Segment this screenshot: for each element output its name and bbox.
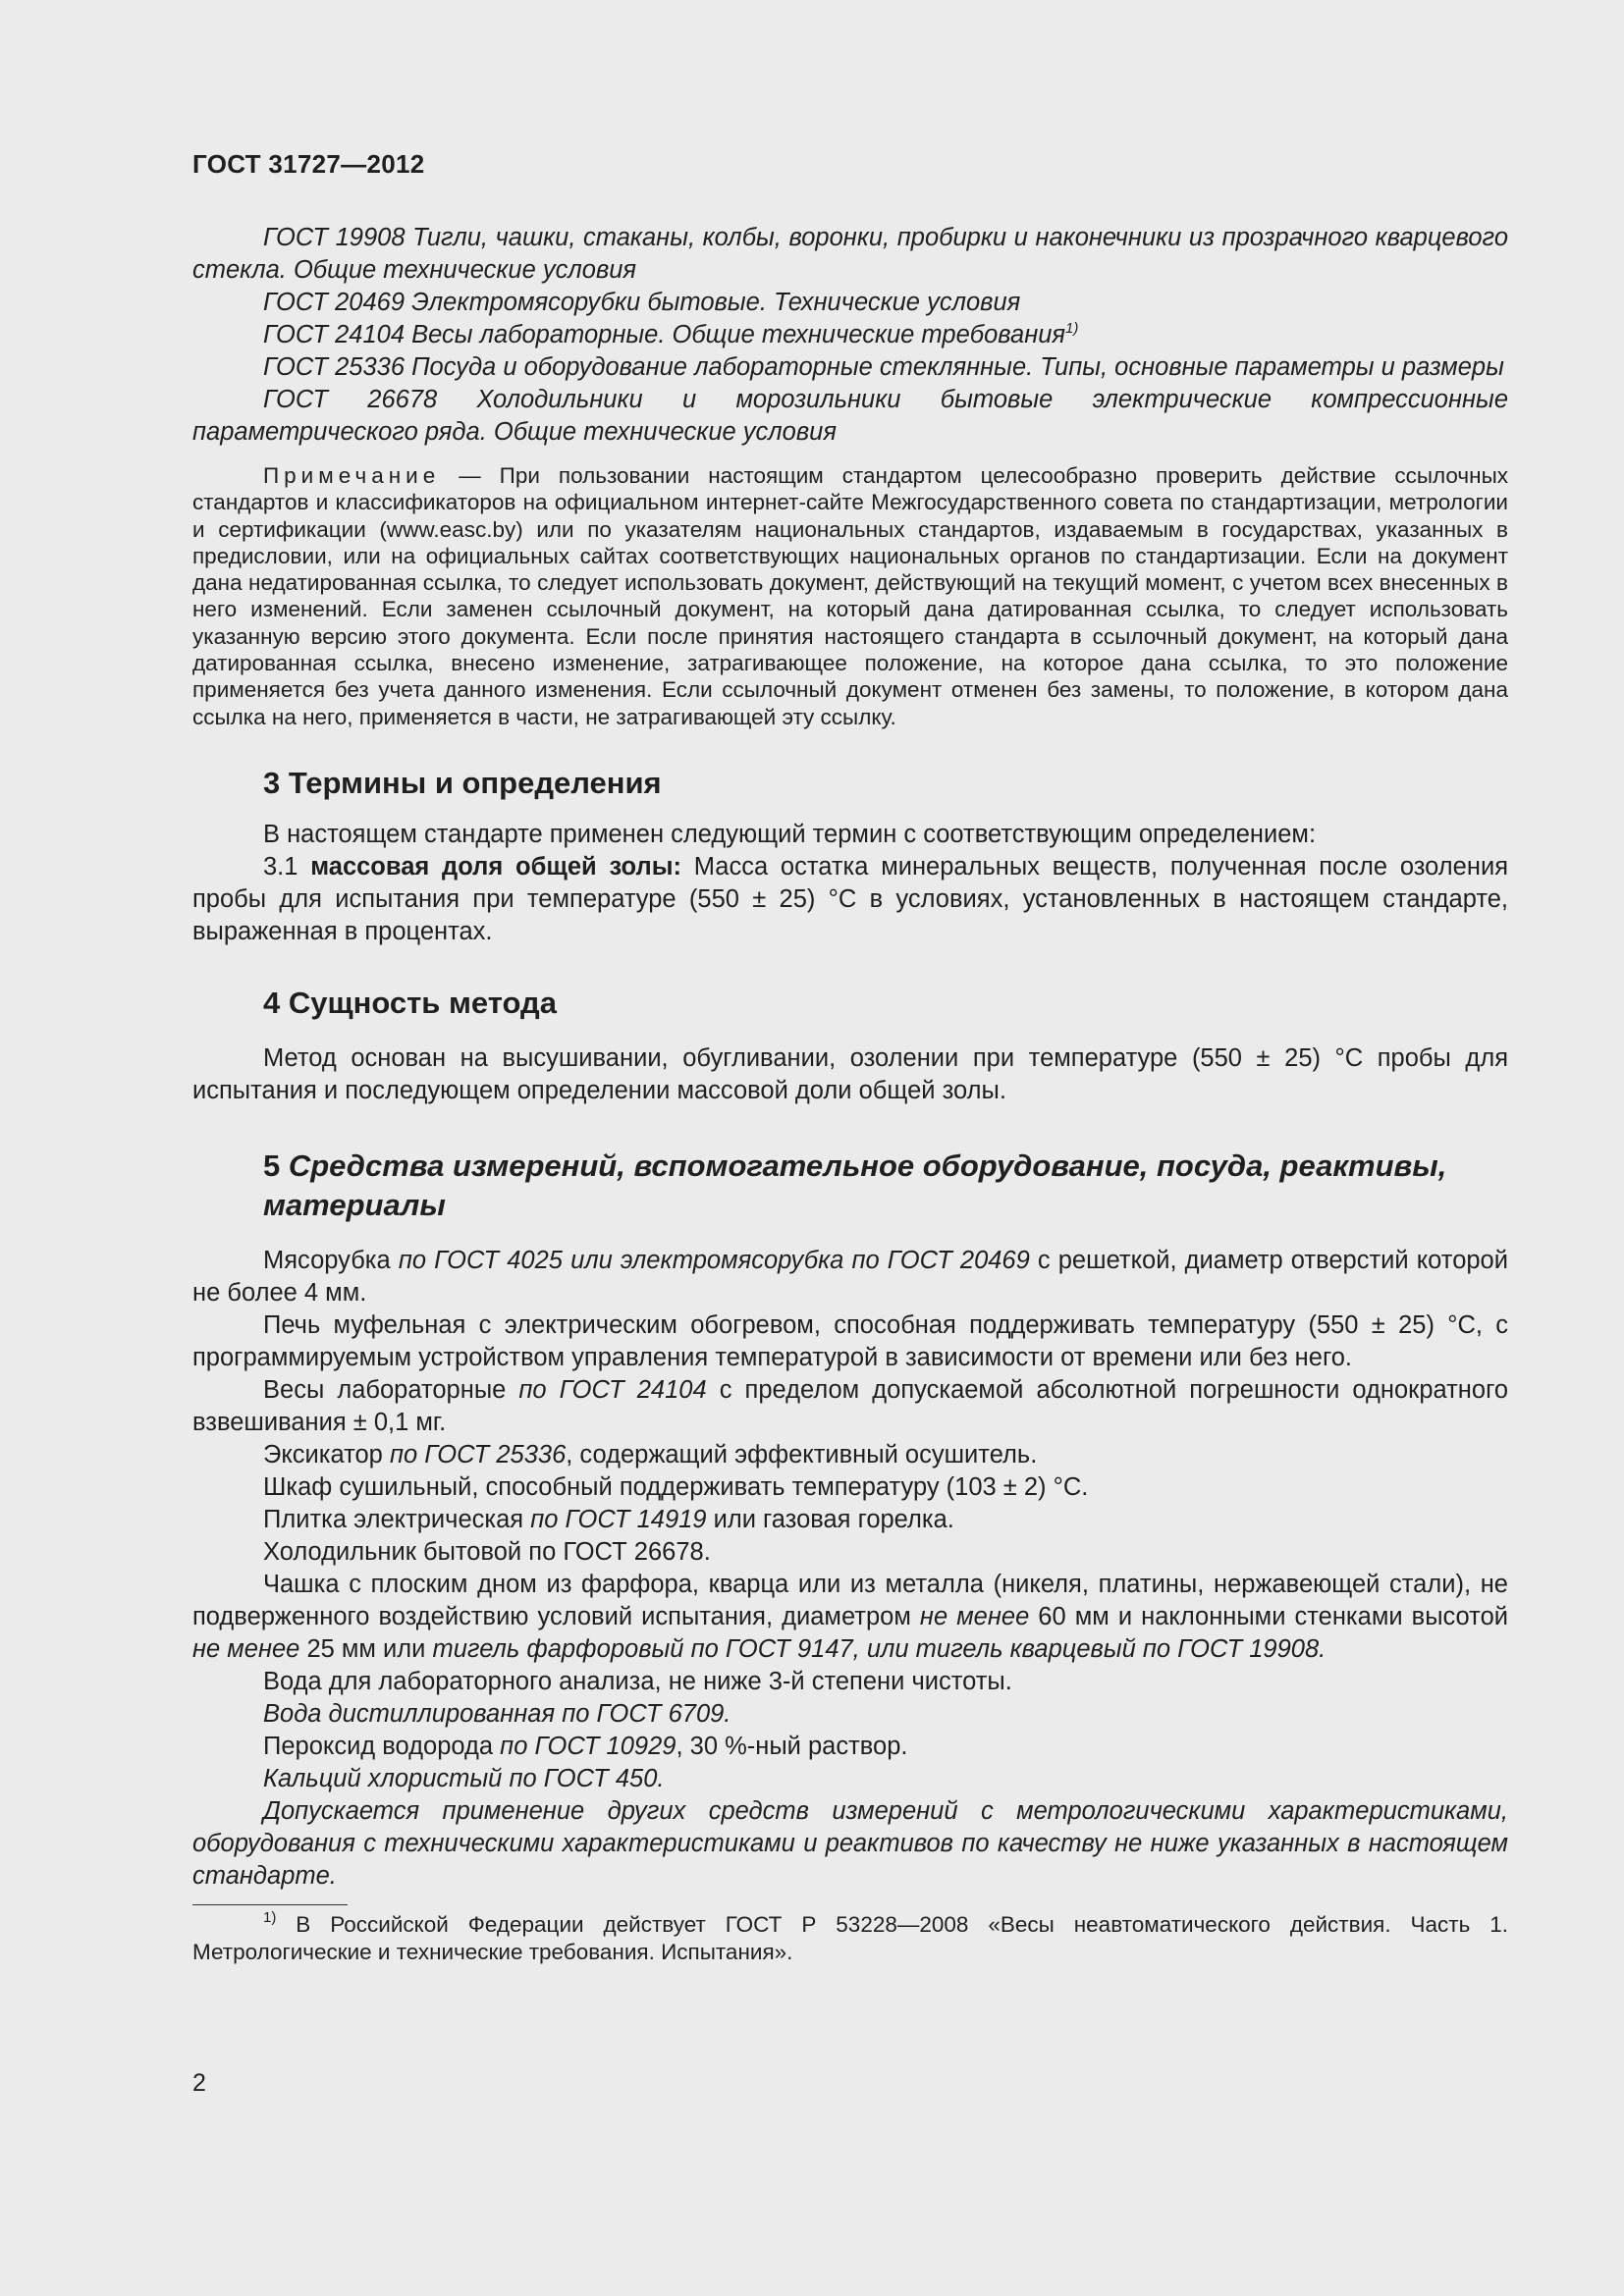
page-number: 2 [192, 2069, 206, 2097]
reference-item: ГОСТ 24104 Весы лабораторные. Общие технические требования$^{1)}$ [263, 320, 1079, 348]
note-text: — При пользовании настоящим стандартом целесообразно проверить действие ссылочных стандартов и классификаторов на официальном интернет-сайте Межгосударственного совета по стандартизации, метрологии и сертификации (www.easc.by) или по указателям национальных стандартов, издаваемым в государствах, указанных в предисловии, или на официальных сайтах соответствующих национальных органов по стандартизации. Если на документ дана недатированная ссылка, то следует использовать документ, действующий на текущий момент, с учетом всех внесенных в него изменений. Если заменен ссылочный документ, на который дана датированная ссылка, то следует использовать указанную версию этого документа. Если после принятия настоящего стандарта в ссылочный документ, на который дана датированная ссылка, внесено изменение, затрагивающее положение, на которое дана ссылка, то это положение применяется без учета данного изменения. Если ссылочный документ отменен без замены, то положение, в котором дана ссылка на него, применяется в части, не затрагивающей эту ссылку. [192, 463, 1508, 729]
term-name: массовая доля общей золы: [310, 852, 681, 881]
reference-item: ГОСТ 25336 Посуда и оборудование лабораторные стеклянные. Типы, основные параметры и размеры [263, 353, 1504, 381]
equipment-item: Весы лабораторные по ГОСТ 24104 с пределом допускаемой абсолютной погрешности однократного взвешивания ± 0,1 мг. [192, 1375, 1508, 1436]
note-paragraph [192, 462, 1508, 730]
footnote: $^{1)}$ В Российской Федерации действует ГОСТ Р 53228—2008 «Весы неавтоматического действия. Часть 1. Метрологические и технические требования. Испытания». [192, 1908, 1508, 1964]
equipment-item: Допускается применение других средств измерений с метрологическими характеристиками, оборудования с техническими характеристиками и реактивов по качеству не ниже указанных в настоящем стандарте. [192, 1796, 1508, 1890]
equipment-item: Пероксид водорода по ГОСТ 10929, 30 %-ный раствор. [263, 1732, 908, 1760]
section-4-title: 4 Сущность метода [263, 985, 557, 1020]
equipment-item: Плитка электрическая по ГОСТ 14919 или газовая горелка. [263, 1505, 954, 1533]
equipment-item: Эксикатор по ГОСТ 25336, содержащий эффективный осушитель. [263, 1440, 1038, 1468]
footnote-divider [192, 1904, 348, 1905]
section-5-title: 5 Средства измерений, вспомогательное оборудование, посуда, реактивы, материалы [263, 1148, 1447, 1222]
equipment-item: Мясорубка по ГОСТ 4025 или электромясорубка по ГОСТ 20469 с решеткой, диаметр отверстий которой не более 4 мм. [192, 1246, 1508, 1307]
section-3-title: 3 Термины и определения [263, 765, 662, 800]
equipment-item: Чашка с плоским дном из фарфора, кварца или из металла (никеля, платины, нержавеющей стали), не подверженного воздействию условий испытания, диаметром не менее 60 мм и наклонными стенками высотой не менее 25 мм или тигель фарфоровый по ГОСТ 9147, или тигель кварцевый по ГОСТ 19908. [192, 1570, 1508, 1663]
reference-item: ГОСТ 26678 Холодильники и морозильники бытовые электрические компрессионные параметрического ряда. Общие технические условия [192, 386, 1508, 446]
footnote-mark: 1) [263, 1908, 277, 1926]
equipment-item: Шкаф сушильный, способный поддерживать температуру (103 ± 2) °С. [263, 1472, 1089, 1501]
equipment-item: Печь муфельная с электрическим обогревом, способная поддерживать температуру (550 ± 25) °С, с программируемым устройством управления температурой в зависимости от времени или без него. [192, 1310, 1508, 1371]
note-label: Примечание [263, 463, 441, 488]
term-definition: 3.1 массовая доля общей золы: Масса остатка минеральных веществ, полученная после озоления пробы для испытания при температуре (550 ± 25) °С в условиях, установленных в настоящем стандарте, выраженная в процентах. [192, 852, 1508, 945]
footnote-mark: 1) [1065, 320, 1079, 337]
equipment-item: Кальций хлористый по ГОСТ 450. [263, 1764, 665, 1792]
reference-item: ГОСТ 19908 Тигли, чашки, стаканы, колбы, воронки, пробирки и наконечники из прозрачного кварцевого стекла. Общие технические условия [192, 224, 1508, 284]
references-list [192, 222, 1508, 449]
equipment-item: Холодильник бытовой по ГОСТ 26678. [263, 1537, 711, 1566]
equipment-list [192, 1245, 1508, 1893]
equipment-item: Вода дистиллированная по ГОСТ 6709. [263, 1699, 731, 1728]
section-3-intro: В настоящем стандарте применен следующий термин с соответствующим определением: [263, 820, 1317, 848]
document-header: ГОСТ 31727—2012 [192, 149, 425, 179]
page-content [192, 222, 1508, 1966]
reference-item: ГОСТ 20469 Электромясорубки бытовые. Технические условия [263, 289, 1021, 316]
equipment-item: Вода для лабораторного анализа, не ниже 3-й степени чистоты. [263, 1667, 1012, 1695]
section-4-text: Метод основан на высушивании, обугливании, озолении при температуре (550 ± 25) °С пробы для испытания и последующем определении массовой доли общей золы. [192, 1043, 1508, 1104]
